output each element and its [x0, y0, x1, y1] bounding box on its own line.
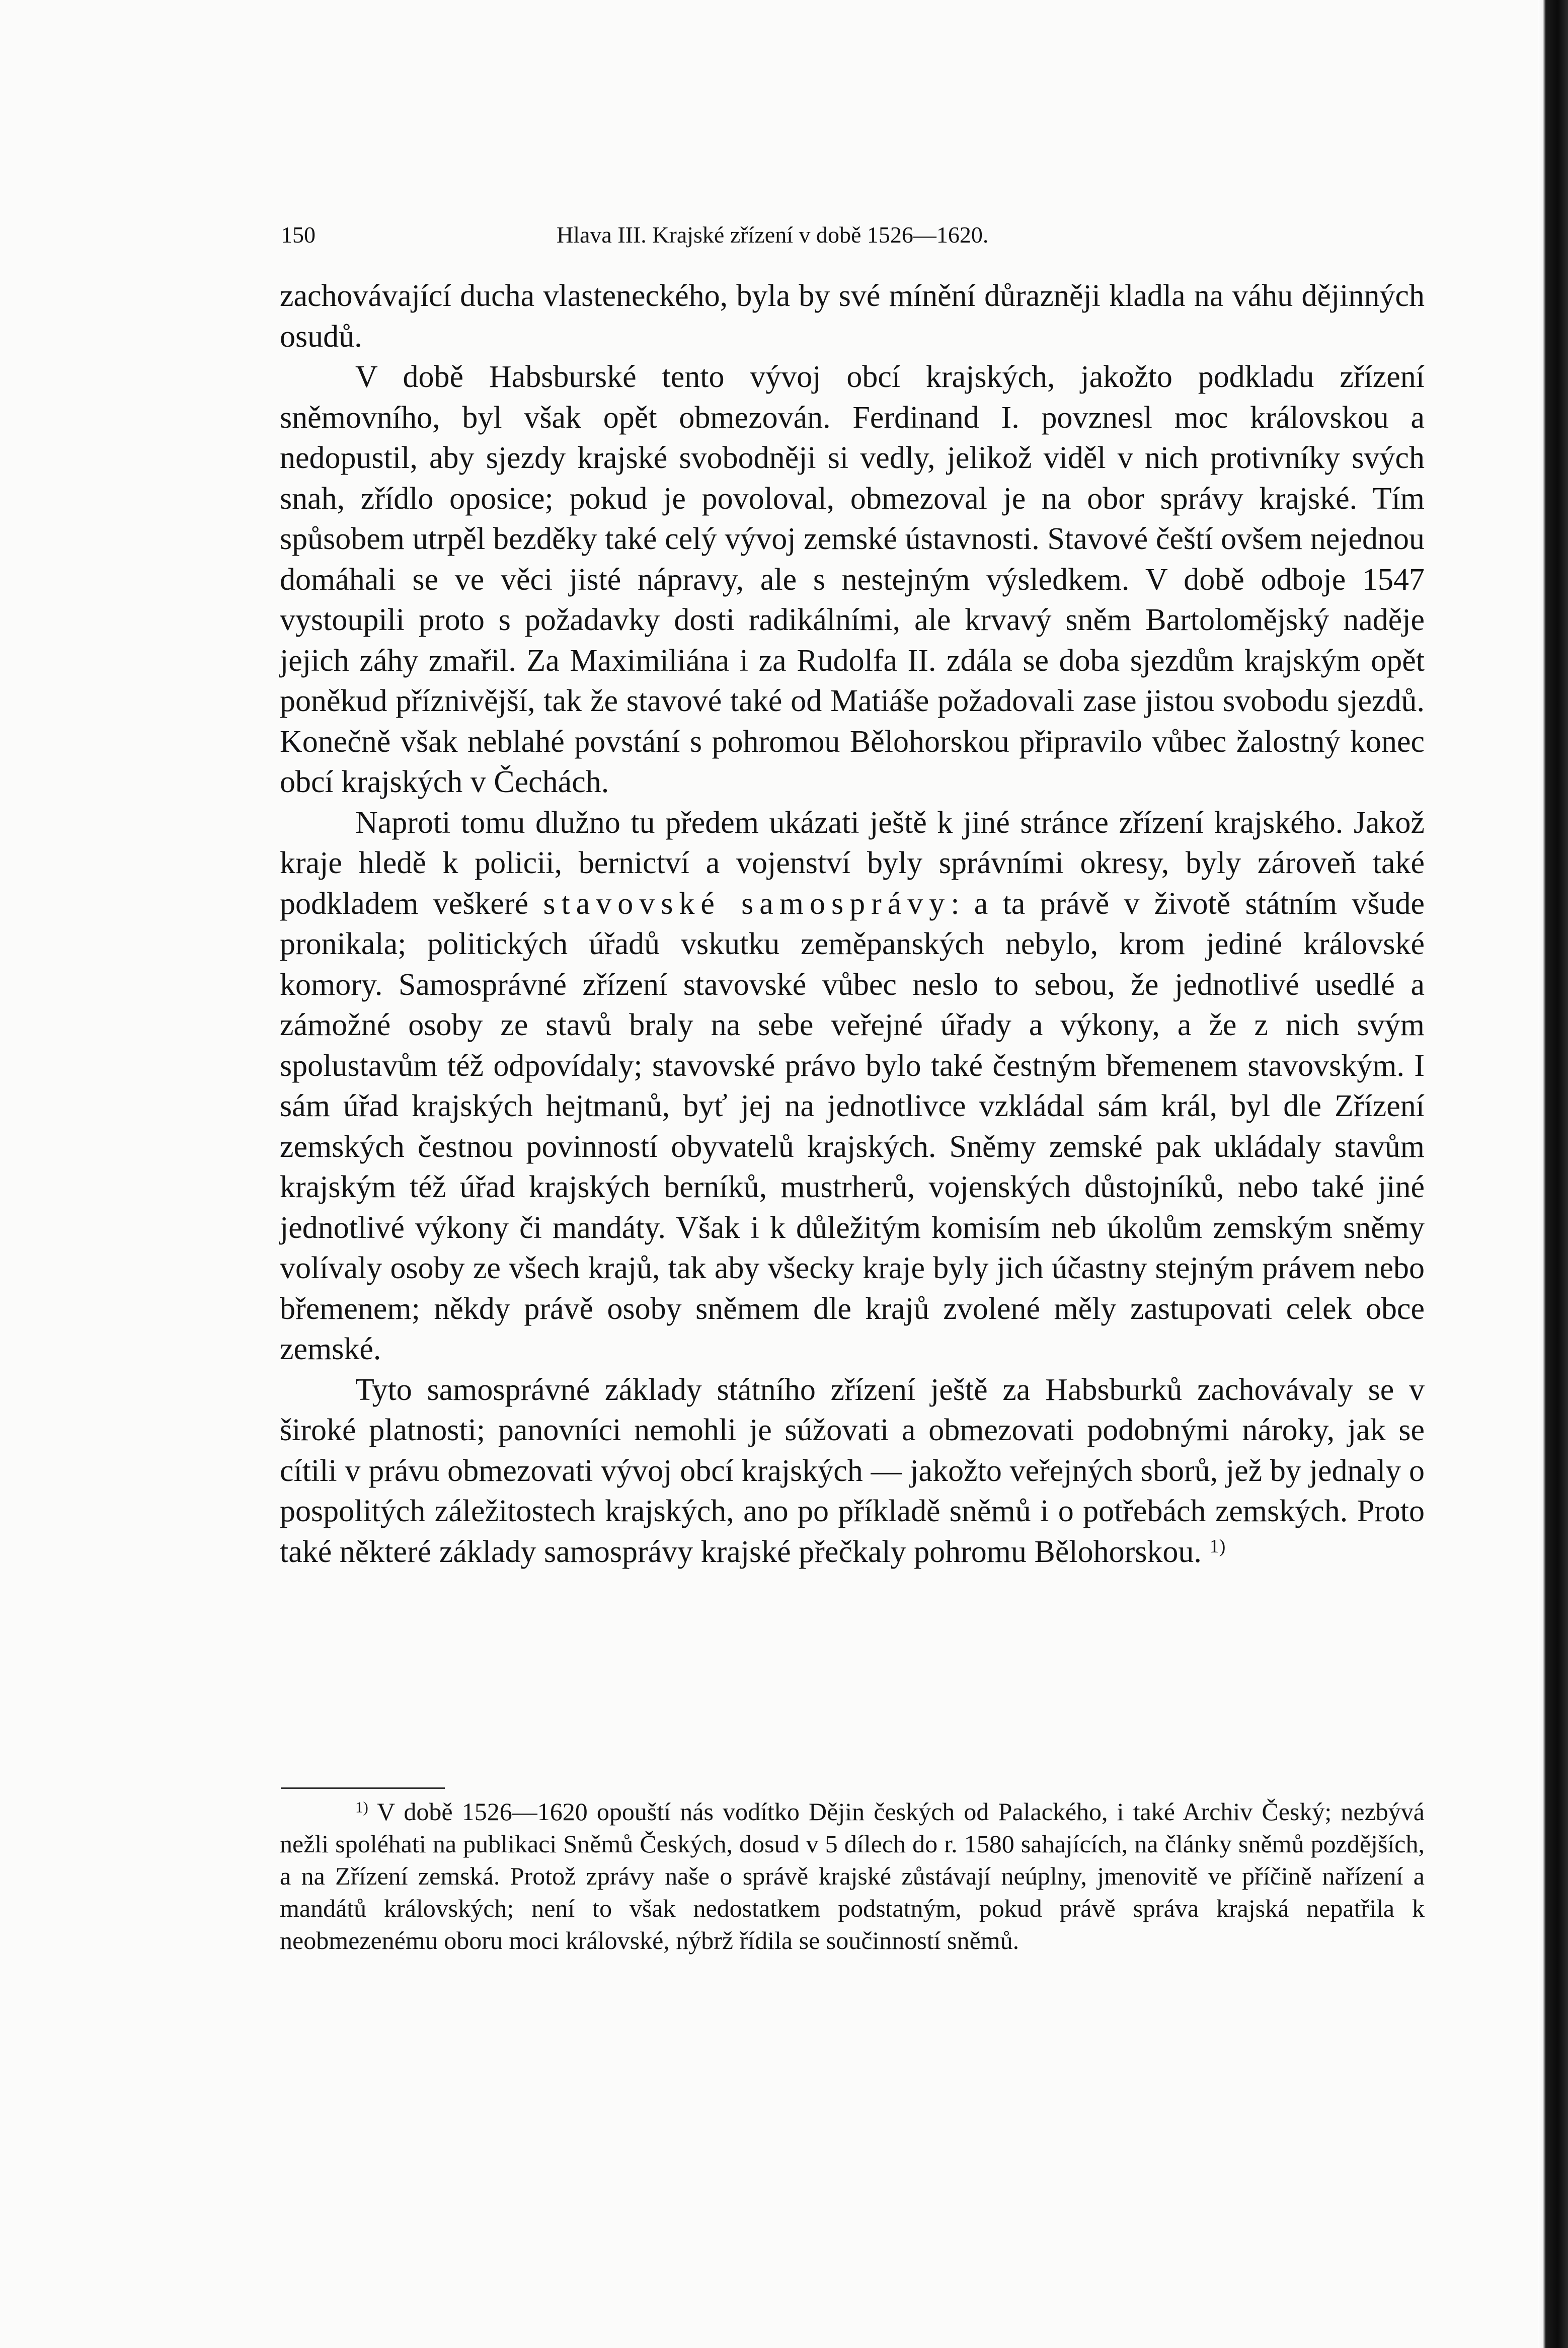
footnote-divider	[281, 1787, 445, 1789]
running-title: Hlava III. Krajské zřízení v době 1526—1620.	[557, 222, 989, 248]
footnotes	[280, 1795, 1425, 1956]
running-head	[281, 217, 1136, 253]
footnote-marker: 1)	[355, 1798, 368, 1816]
spaced-emphasis: stavovské samosprávy	[543, 886, 951, 921]
footnote-1	[280, 1795, 1425, 1956]
paragraph-4-text: Tyto samosprávné základy státního zřízení ještě za Habsburků zachovávaly se v široké platnosti; panovníci nemohli je súžovati a obmezovati podobnými nároky, jak se cítili v právu obmezovati vývoj obcí krajských — jakožto veřejných sborů, jež by jednaly o pospolitých záležitostech krajských, ano po příkladě sněmů i o potřebách zemských. Proto také některé základy samosprávy krajské přečkaly pohromu Bělohorskou.	[280, 1372, 1425, 1569]
footnote-1-text: V době 1526—1620 opouští nás vodítko Dějin českých od Palackého, i také Archiv Český; nezbývá nežli spoléhati na publikaci Sněmů Českých, dosud v 5 dílech do r. 1580 sahajících, na články sněmů pozdějších, a na Zřízení zemská. Protož zprávy naše o správě krajské zůstávají neúplny, jmenovitě ve příčině nařízení a mandátů královských; není to však nedostatkem podstatným, pokud právě správa krajská nepatřila k neobmezenému oboru moci královské, nýbrž řídila se součinností sněmů.	[280, 1797, 1425, 1954]
scan-edge	[1538, 0, 1568, 2348]
body-text	[280, 276, 1425, 1572]
paragraph-1: zachovávající ducha vlasteneckého, byla by své mínění důrazněji kladla na váhu dějinných osudů.	[280, 279, 1425, 354]
paragraph-3	[280, 803, 1425, 1370]
footnote-reference: 1)	[1209, 1535, 1226, 1557]
paragraph-3-rest: : a ta právě v životě státním všude pronikala; politických úřadů vskutku zeměpanských nebylo, krom jediné královské komory. Samosprávné zřízení stavovské vůbec neslo to sebou, že jednotlivé usedlé a zámožné osoby ze stavů braly na sebe veřejné úřady a výkony, a že z nich svým spolustavům též odpovídaly; stavovské právo bylo také čestným břemenem stavovským. I sám úřad krajských hejtmanů, byť jej na jednotlivce vzkládal sám král, byl dle Zřízení zemských čestnou povinností obyvatelů krajských. Sněmy zemské pak ukládaly stavům krajským též úřad krajských berníků, mustrherů, vojenských důstojníků, nebo také jiné jednotlivé výkony či mandáty. Však i k důležitým komisím neb úkolům zemským sněmy volívaly osoby ze všech krajů, tak aby všecky kraje byly jich účastny stejným právem nebo břemenem; někdy právě osoby sněmem dle krajů zvolené měly zastupovati celek obce zemské.	[280, 886, 1425, 1366]
paragraph-4	[280, 1370, 1425, 1573]
paragraph-2: V době Habsburské tento vývoj obcí krajských, jakožto podkladu zřízení sněmovního, byl však opět obmezován. Ferdinand I. povznesl moc královskou a nedopustil, aby sjezdy krajské svobodněji si vedly, jelikož viděl v nich protivníky svých snah, zřídlo oposice; pokud je povoloval, obmezoval je na obor správy krajské. Tím spůsobem utrpěl bezděky také celý vývoj zemské ústavnosti. Stavové čeští ovšem nejednou domáhali se ve věci jisté nápravy, ale s nestejným výsledkem. V době odboje 1547 vystoupili proto s požadavky dosti radikálními, ale krvavý sněm Bartoloměјský naděje jejich záhy zmařil. Za Maximiliána i za Rudolfa II. zdála se doba sjezdům krajským opět poněkud příznivější, tak že stavové také od Matiáše požadovali zase jistou svobodu sjezdů. Konečně však neblahé povstání s pohromou Bělohorskou připravilo vůbec žalostný konec obcí krajských v Čechách.	[280, 360, 1425, 799]
paragraph-3-start: Naproti tomu dlužno tu předem ukázati ještě k jiné stránce zřízení krajského. Jakož kraje hledě k policii, bernictví a vojenství byly správními okresy, byly zároveň také podkladem veškeré	[280, 805, 1425, 921]
page-number: 150	[281, 222, 316, 248]
